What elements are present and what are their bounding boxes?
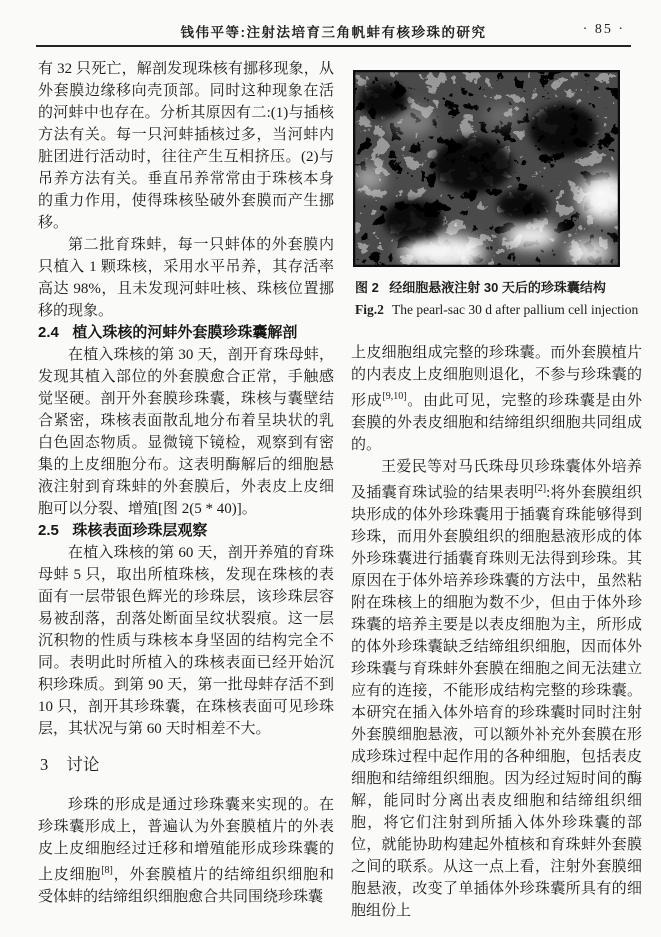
reference-marker-8: [8] bbox=[101, 865, 113, 876]
paragraph-nacre-observation: 在植入珠核的第 60 天，剖开养殖的育珠母蚌 5 只，取出所植珠核，发现在珠核的表面有一层带银色辉光的珍珠层，该珍珠层容易被刮落，刮落处断面呈纹状裂痕。这一层沉积物的性质与珠核本身坚固的结构完全不同。表明此时所植入的珠核表面已经开始沉积珍珠质。到第 90 天，第一批母蚌存活不到 10 只，剖开其珍珠囊，在珠核表面可见珍珠层，其状况与第 60 天时相差不大。 bbox=[38, 545, 334, 737]
pearl-sac-micrograph-image bbox=[353, 70, 620, 267]
section-heading-2-4 bbox=[38, 322, 334, 344]
heading-title: 珠核表面珍珠层观察 bbox=[72, 522, 208, 539]
heading-title: 植入珠核的河蚌外套膜珍珠囊解剖 bbox=[72, 324, 298, 341]
figure-caption-text-cn: 经细胞悬液注射 30 天后的珍珠囊结构 bbox=[389, 280, 606, 295]
figure-label-cn: 图 2 bbox=[355, 280, 379, 295]
left-column bbox=[38, 58, 334, 922]
text-segment: 上皮细胞组成完整的珍珠囊。而外套膜植片的内表皮上皮细胞则退化，不参与珍珠囊的形成 bbox=[351, 345, 642, 409]
text-segment: :将外套膜组织块形成的体外珍珠囊用于插囊育珠能够得到珍珠，而用外套膜组织的细胞悬液形成的体外珍珠囊进行插囊育珠则无法得到珍珠。其原因在于体外培养珍珠囊的方法中，虽然粘附在珠核上的细胞为数不少，但由于体外珍珠囊的培养主要是以表皮细胞为主，所形成的体外珍珠囊缺乏结缔组织细胞，因而体外珍珠囊与育珠蚌外套膜在细胞之间无法建立应有的连接，不能形成结构完整的珍珠囊。本研究在插入体外培育的珍珠囊时同时注射外套膜细胞悬液，可以额外补充外套膜在形成珍珠过程中起作用的各种细胞，包括表皮细胞和结缔组织细胞。因为经过短时间的酶解，能同时分离出表皮细胞和结缔组织细胞，将它们注射到所插入体外珍珠囊的部位，就能协助构建起外植核和育珠蚌外套膜之间的联系。从这一点上看，注射外套膜细胞悬液，改变了单插体外珍珠囊所具有的细胞组份上 bbox=[351, 485, 642, 919]
text-segment: 在植入珠核的第 30 天，剖开育珠母蚌，发现其植入部位的外套膜愈合正常，手触感觉坚硬。剖开外套膜珍珠囊，珠核与囊壁结合紧密，珠核表面散乱地分布着呈块状的乳白色固态物质。显微镜下镜检，观察到有密集的上皮细胞分布。这表明酶解后的细胞悬液注射到育珠蚌的外套膜后，外表皮上皮细胞可以分裂、增殖[图 2(5 * 40)]。 bbox=[38, 347, 334, 517]
reference-marker-2: [2] bbox=[534, 483, 547, 494]
header-rule bbox=[36, 45, 631, 47]
figure-label-en: Fig.2 bbox=[355, 302, 384, 317]
figure-caption-english bbox=[355, 300, 642, 320]
figure-2-caption bbox=[355, 278, 642, 320]
paragraph-pearl-sac-dissection bbox=[38, 344, 334, 520]
two-column-body bbox=[38, 58, 642, 922]
reference-marker-9-10: [9,10] bbox=[382, 391, 407, 402]
figure-caption-chinese bbox=[355, 278, 642, 297]
right-column bbox=[351, 58, 642, 922]
paragraph-second-batch: 第二批育珠蚌，每一只蚌体的外套膜内只植入 1 颗珠核，采用水平吊养，其存活率高达 98%，且未发现河蚌吐核、珠核位置挪移的现象。 bbox=[38, 237, 334, 319]
heading-number: 2.4 bbox=[38, 324, 59, 341]
figure-caption-text-en: The pearl-sac 30 d after pallium cell injection bbox=[391, 302, 639, 317]
paragraph-wang-aimin-study bbox=[351, 456, 642, 922]
text-segment: 王爱民等对马氏珠母贝珍珠囊体外培养及插囊育珠试验的结果表明 bbox=[351, 459, 642, 501]
section-heading-3-discussion bbox=[40, 753, 334, 777]
text-segment: 。由此可见，完整的珍珠囊是由外套膜的外表皮细胞和结缔组织细胞共同组成的。 bbox=[351, 393, 642, 453]
paragraph-discussion-start bbox=[38, 794, 334, 908]
paragraph-pearl-sac-formation bbox=[351, 342, 642, 456]
page-number: · 85 · bbox=[582, 22, 625, 37]
heading-number: 3 bbox=[40, 755, 49, 774]
text-segment: 珍珠的形成是通过珍珠囊来实现的。在珍珠囊形成上，普遍认为外套膜植片的外表皮上皮细胞经过迁移和增殖能形成珍珠囊的上皮细胞 bbox=[38, 797, 334, 883]
heading-number: 2.5 bbox=[38, 522, 59, 539]
heading-title: 讨论 bbox=[66, 755, 100, 774]
paragraph-mortality: 有 32 只死亡，解剖发现珠核有挪移现象，从外套膜边缘移向壳顶部。同时这种现象在活的河蚌中也存在。分析其原因有二:(1)与插核方法有关。每一只河蚌插核过多，当河蚌内脏团进行活动时，往往产生互相挤压。(2)与吊养方法有关。垂直吊养常常由于珠核本身的重力作用，使得珠核坠破外套膜而产生挪移。 bbox=[38, 61, 334, 231]
running-title: 钱伟平等:注射法培育三角帆蚌有核珍珠的研究 bbox=[180, 25, 487, 40]
page-header bbox=[36, 21, 631, 41]
text-segment: ，外套膜植片的结缔组织细胞和受体蚌的结缔组织细胞愈合共同围绕珍珠囊 bbox=[38, 867, 334, 905]
figure-2 bbox=[353, 70, 642, 320]
section-heading-2-5 bbox=[38, 520, 334, 542]
